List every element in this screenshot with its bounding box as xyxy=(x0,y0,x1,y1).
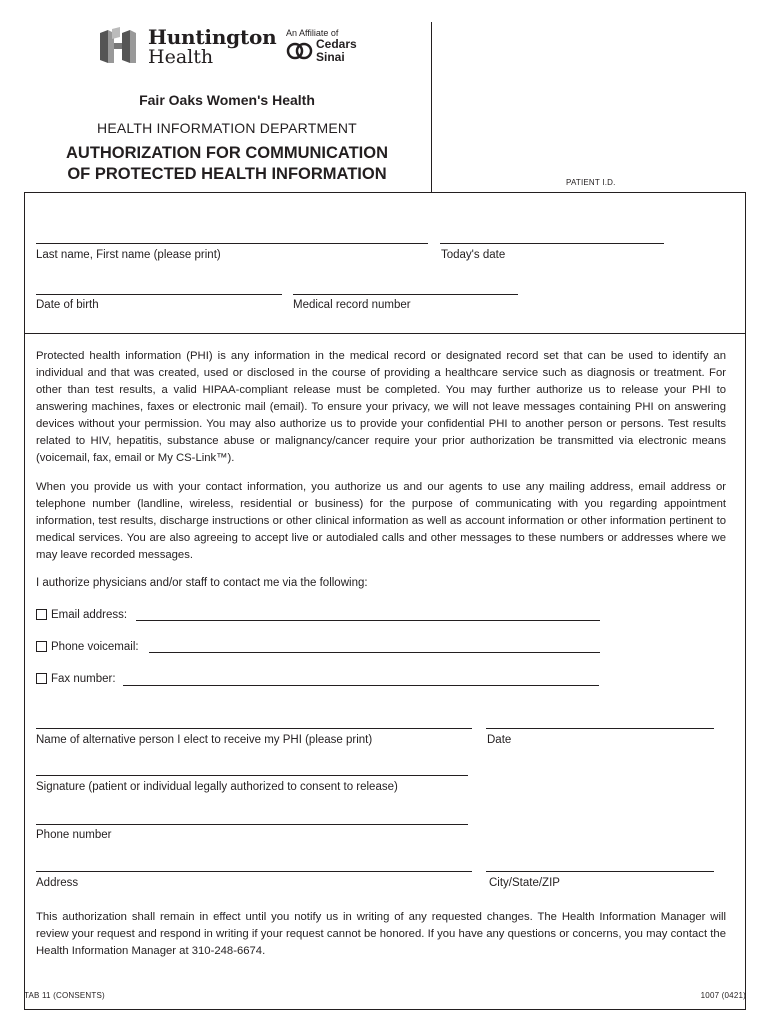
patient-id-label: PATIENT I.D. xyxy=(566,178,616,187)
footer-right: 1007 (0421) xyxy=(700,991,746,1000)
email-option-label: Email address: xyxy=(51,609,128,621)
fax-checkbox[interactable] xyxy=(36,673,47,684)
email-field[interactable] xyxy=(136,620,600,621)
cedars-sinai-affiliate xyxy=(286,28,357,64)
dob-field[interactable] xyxy=(36,294,282,295)
todays-date-field[interactable] xyxy=(440,243,664,244)
form-box xyxy=(24,192,746,1010)
todays-date-label: Today's date xyxy=(441,249,506,261)
logo-line2: Health xyxy=(148,46,214,68)
form-title-line2: OF PROTECTED HEALTH INFORMATION xyxy=(67,165,387,183)
form-title-line1: AUTHORIZATION FOR COMMUNICATION xyxy=(65,144,389,162)
contact-paragraph: When you provide us with your contact information, you authorize us and our agents to use any mailing address, email address or telephone number (landline, wireless, residential or business) for the purpose of communicating with you regarding appointment information, test results, discharge instructions or other clinical information as well as account information or other information pertinent to medical services. You are also agreeing to accept live or autodialed calls and other messages to these numbers or addresses where we may leave recorded messages. xyxy=(36,481,726,561)
city-state-zip-label: City/State/ZIP xyxy=(489,877,560,889)
city-state-zip-field[interactable] xyxy=(486,871,714,872)
affiliate-name-line1: Cedars xyxy=(316,37,357,51)
cedars-sinai-logo-icon xyxy=(286,38,314,67)
address-label: Address xyxy=(36,877,79,889)
alt-date-field[interactable] xyxy=(486,728,714,729)
email-checkbox[interactable] xyxy=(36,609,47,620)
fax-option-label: Fax number: xyxy=(51,673,116,685)
dob-label: Date of birth xyxy=(36,299,99,311)
name-label: Last name, First name (please print) xyxy=(36,249,221,261)
alt-person-label: Name of alternative person I elect to receive my PHI (please print) xyxy=(36,734,373,746)
signature-label: Signature (patient or individual legally authorized to consent to release) xyxy=(36,781,398,793)
section-divider xyxy=(24,333,746,334)
form-title xyxy=(24,143,430,185)
phone-voicemail-checkbox[interactable] xyxy=(36,641,47,652)
department-name: HEALTH INFORMATION DEPARTMENT xyxy=(97,120,357,136)
phone-number-field[interactable] xyxy=(36,824,468,825)
alt-date-label: Date xyxy=(487,734,512,746)
practice-name: Fair Oaks Women's Health xyxy=(139,92,315,108)
affiliate-text: An Affiliate of xyxy=(286,28,339,38)
alt-person-field[interactable] xyxy=(36,728,472,729)
closing-paragraph: This authorization shall remain in effect until you notify us in writing of any requested changes. The Health Information Manager will review your request and respond in writing if your request cannot be honored. If you have any questions or concerns, you may contact the Health Information Manager at 310-248-6674. xyxy=(36,911,726,957)
huntington-logo-icon xyxy=(98,27,142,72)
phone-voicemail-option-label: Phone voicemail: xyxy=(51,641,139,653)
phone-voicemail-field[interactable] xyxy=(149,652,600,653)
phone-number-label: Phone number xyxy=(36,829,112,841)
huntington-health-wordmark xyxy=(148,27,276,67)
header-divider xyxy=(431,22,432,192)
footer-left: TAB 11 (CONSENTS) xyxy=(24,991,105,1000)
name-field[interactable] xyxy=(36,243,428,244)
affiliate-name xyxy=(316,38,357,64)
affiliate-name-line2: Sinai xyxy=(316,50,345,64)
signature-field[interactable] xyxy=(36,775,468,776)
address-field[interactable] xyxy=(36,871,472,872)
mrn-label: Medical record number xyxy=(293,299,411,311)
phi-paragraph: Protected health information (PHI) is any information in the medical record or designated record set that can be used to identify an individual and that was created, used or disclosed in the course of providing a healthcare service such as diagnosis or treatment. For other than test results, a valid HIPAA-compliant release must be completed. You may further authorize us to release your PHI to answering machines, faxes or electronic mail (email). To ensure your privacy, we will not leave messages containing PHI on answering devices without your permission. You may also authorize us to provide your confidential PHI to another person or persons. Test results related to HIV, hepatitis, substance abuse or malignancy/cancer require your prior authorization be transmitted via electronic means (voicemail, fax, email or My CS-Link™). xyxy=(36,350,726,464)
fax-field[interactable] xyxy=(123,685,599,686)
authorize-statement: I authorize physicians and/or staff to contact me via the following: xyxy=(36,577,368,589)
mrn-field[interactable] xyxy=(293,294,518,295)
logo-line1: Huntington xyxy=(148,25,277,49)
